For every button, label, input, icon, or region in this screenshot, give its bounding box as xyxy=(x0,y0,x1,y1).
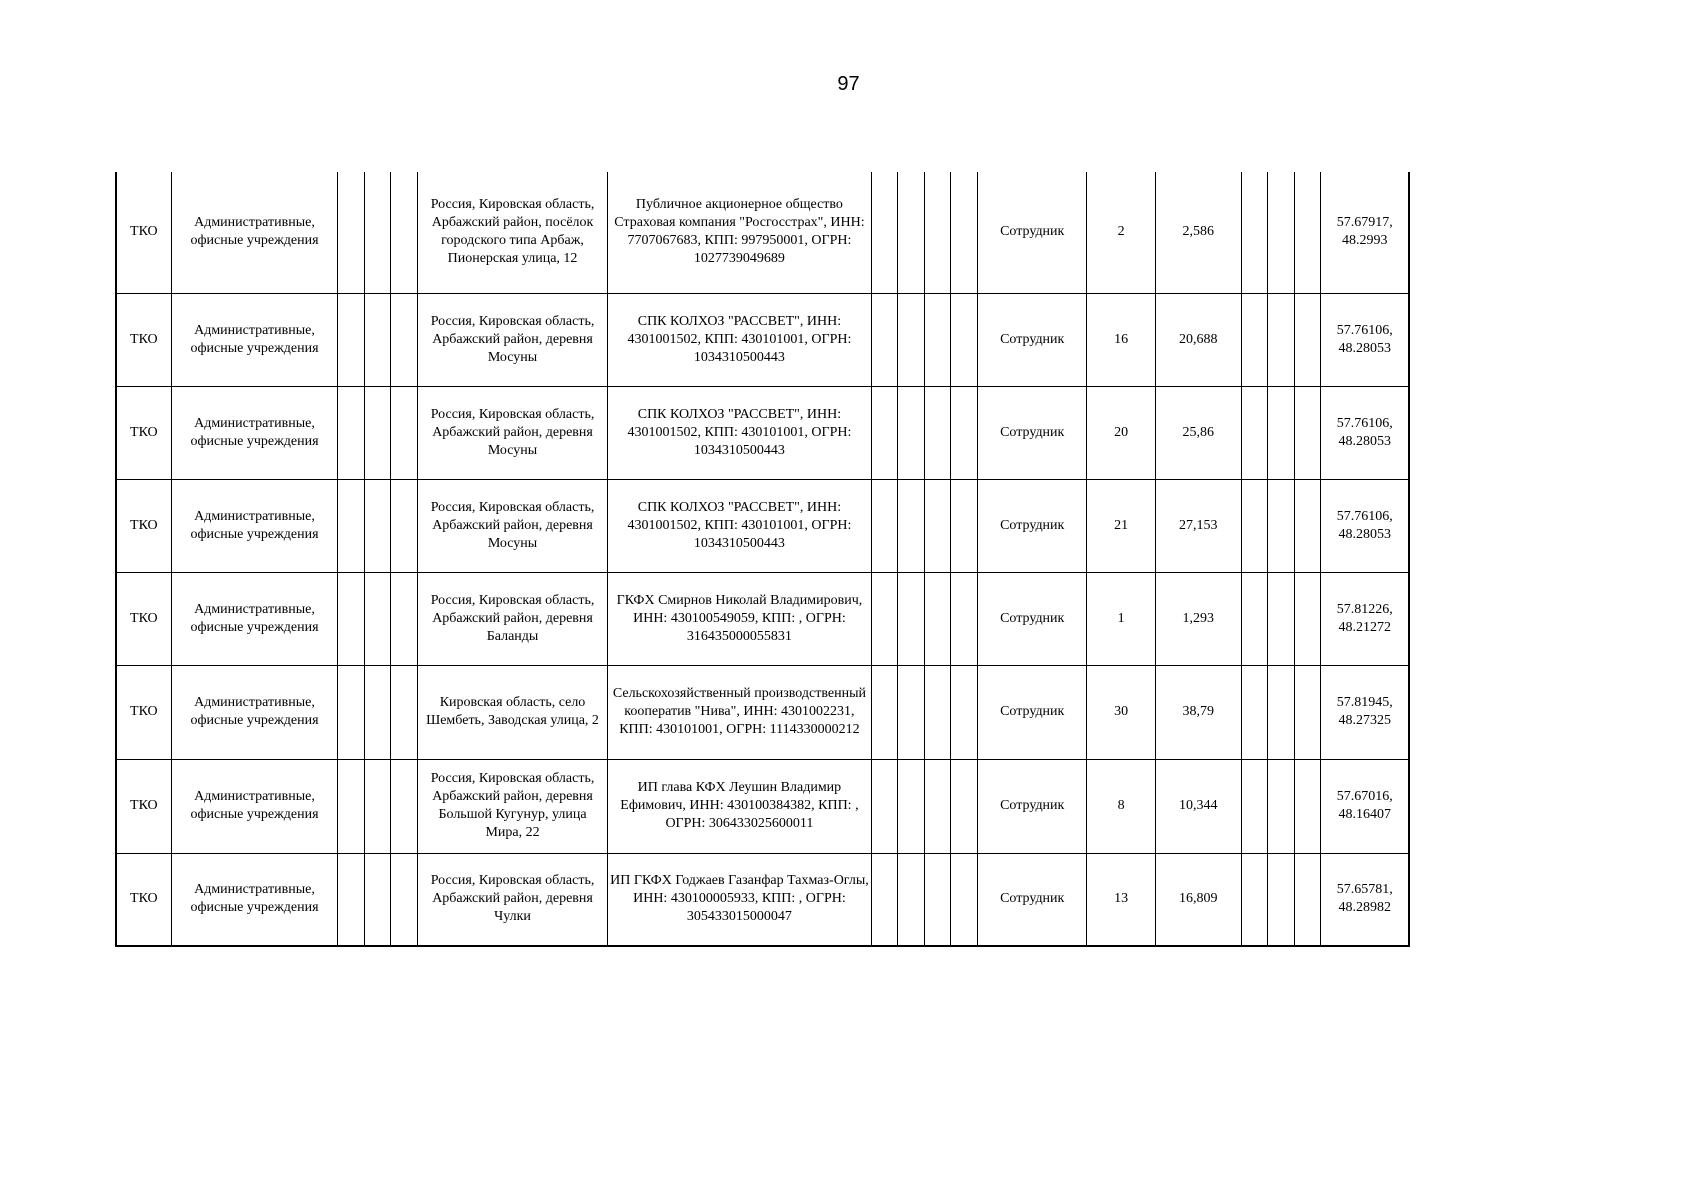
cell-empty xyxy=(391,479,418,572)
waste-registry-table xyxy=(115,172,1410,947)
cell-empty xyxy=(364,479,391,572)
cell-empty xyxy=(951,293,978,386)
cell-empty xyxy=(1241,293,1268,386)
cell-coordinates: 57.67917, 48.2993 xyxy=(1321,172,1409,293)
cell-waste-type: ТКО xyxy=(116,293,171,386)
cell-empty xyxy=(338,853,365,946)
cell-count: 30 xyxy=(1087,665,1155,759)
cell-empty xyxy=(951,665,978,759)
cell-empty xyxy=(338,386,365,479)
cell-empty xyxy=(898,853,925,946)
cell-category: Административные, офисные учреждения xyxy=(171,665,338,759)
cell-empty xyxy=(951,853,978,946)
cell-empty xyxy=(1268,853,1295,946)
cell-unit: Сотрудник xyxy=(978,572,1087,665)
cell-empty xyxy=(364,172,391,293)
cell-organization: Сельскохозяйственный производственный кооператив "Нива", ИНН: 4301002231, КПП: 430101001, ОГРН: 1114330000212 xyxy=(608,665,872,759)
cell-address: Россия, Кировская область, Арбажский район, деревня Большой Кугунур, улица Мира, 22 xyxy=(417,759,607,853)
cell-empty xyxy=(1268,386,1295,479)
cell-empty xyxy=(338,293,365,386)
cell-count: 2 xyxy=(1087,172,1155,293)
cell-coordinates: 57.81226, 48.21272 xyxy=(1321,572,1409,665)
cell-empty xyxy=(924,665,951,759)
cell-empty xyxy=(364,572,391,665)
cell-empty xyxy=(338,172,365,293)
cell-address: Россия, Кировская область, Арбажский район, деревня Мосуны xyxy=(417,479,607,572)
cell-empty xyxy=(951,572,978,665)
cell-empty xyxy=(871,293,898,386)
cell-volume: 2,586 xyxy=(1155,172,1241,293)
cell-empty xyxy=(1268,172,1295,293)
cell-empty xyxy=(951,386,978,479)
cell-organization: СПК КОЛХОЗ "РАССВЕТ", ИНН: 4301001502, КПП: 430101001, ОГРН: 1034310500443 xyxy=(608,479,872,572)
cell-empty xyxy=(391,386,418,479)
cell-empty xyxy=(1294,386,1321,479)
table-row xyxy=(116,759,1409,853)
cell-count: 21 xyxy=(1087,479,1155,572)
cell-category: Административные, офисные учреждения xyxy=(171,759,338,853)
cell-empty xyxy=(1294,172,1321,293)
cell-unit: Сотрудник xyxy=(978,386,1087,479)
cell-unit: Сотрудник xyxy=(978,665,1087,759)
cell-volume: 25,86 xyxy=(1155,386,1241,479)
cell-empty xyxy=(898,759,925,853)
cell-empty xyxy=(1268,293,1295,386)
cell-empty xyxy=(1268,665,1295,759)
cell-coordinates: 57.76106, 48.28053 xyxy=(1321,479,1409,572)
table-row xyxy=(116,853,1409,946)
table-row xyxy=(116,479,1409,572)
cell-empty xyxy=(898,386,925,479)
cell-empty xyxy=(924,172,951,293)
cell-organization: СПК КОЛХОЗ "РАССВЕТ", ИНН: 4301001502, КПП: 430101001, ОГРН: 1034310500443 xyxy=(608,293,872,386)
cell-empty xyxy=(871,386,898,479)
cell-empty xyxy=(391,665,418,759)
cell-address: Россия, Кировская область, Арбажский район, деревня Мосуны xyxy=(417,293,607,386)
cell-empty xyxy=(364,665,391,759)
cell-empty xyxy=(391,853,418,946)
cell-empty xyxy=(871,572,898,665)
cell-empty xyxy=(364,386,391,479)
cell-empty xyxy=(898,572,925,665)
cell-waste-type: ТКО xyxy=(116,386,171,479)
cell-address: Россия, Кировская область, Арбажский район, посёлок городского типа Арбаж, Пионерская улица, 12 xyxy=(417,172,607,293)
cell-waste-type: ТКО xyxy=(116,665,171,759)
cell-empty xyxy=(1241,386,1268,479)
cell-empty xyxy=(898,172,925,293)
cell-empty xyxy=(924,759,951,853)
cell-waste-type: ТКО xyxy=(116,759,171,853)
cell-empty xyxy=(1241,853,1268,946)
cell-waste-type: ТКО xyxy=(116,172,171,293)
cell-empty xyxy=(924,293,951,386)
cell-empty xyxy=(951,479,978,572)
cell-volume: 20,688 xyxy=(1155,293,1241,386)
cell-organization: ГКФХ Смирнов Николай Владимирович, ИНН: 430100549059, КПП: , ОГРН: 316435000055831 xyxy=(608,572,872,665)
cell-empty xyxy=(391,572,418,665)
cell-empty xyxy=(1294,479,1321,572)
cell-coordinates: 57.67016, 48.16407 xyxy=(1321,759,1409,853)
cell-empty xyxy=(951,759,978,853)
cell-volume: 27,153 xyxy=(1155,479,1241,572)
cell-empty xyxy=(1241,479,1268,572)
cell-empty xyxy=(391,293,418,386)
cell-category: Административные, офисные учреждения xyxy=(171,853,338,946)
cell-empty xyxy=(924,479,951,572)
cell-category: Административные, офисные учреждения xyxy=(171,293,338,386)
table-row xyxy=(116,172,1409,293)
cell-count: 1 xyxy=(1087,572,1155,665)
cell-count: 16 xyxy=(1087,293,1155,386)
cell-empty xyxy=(364,293,391,386)
cell-unit: Сотрудник xyxy=(978,759,1087,853)
cell-unit: Сотрудник xyxy=(978,479,1087,572)
cell-volume: 10,344 xyxy=(1155,759,1241,853)
cell-coordinates: 57.65781, 48.28982 xyxy=(1321,853,1409,946)
table-row xyxy=(116,386,1409,479)
cell-empty xyxy=(364,853,391,946)
cell-unit: Сотрудник xyxy=(978,853,1087,946)
cell-empty xyxy=(1268,572,1295,665)
cell-empty xyxy=(1294,759,1321,853)
table-row xyxy=(116,665,1409,759)
cell-empty xyxy=(391,759,418,853)
cell-empty xyxy=(338,665,365,759)
page-number: 97 xyxy=(837,73,860,95)
cell-empty xyxy=(924,572,951,665)
cell-organization: Публичное акционерное общество Страховая компания "Росгосстрах", ИНН: 7707067683, КПП: 997950001, ОГРН: 1027739049689 xyxy=(608,172,872,293)
cell-empty xyxy=(871,853,898,946)
cell-empty xyxy=(871,759,898,853)
cell-empty xyxy=(338,759,365,853)
cell-empty xyxy=(1268,759,1295,853)
cell-volume: 1,293 xyxy=(1155,572,1241,665)
cell-count: 20 xyxy=(1087,386,1155,479)
cell-volume: 38,79 xyxy=(1155,665,1241,759)
cell-empty xyxy=(924,853,951,946)
cell-empty xyxy=(898,665,925,759)
cell-address: Россия, Кировская область, Арбажский район, деревня Баланды xyxy=(417,572,607,665)
cell-address: Россия, Кировская область, Арбажский район, деревня Чулки xyxy=(417,853,607,946)
cell-empty xyxy=(338,572,365,665)
cell-address: Кировская область, село Шембеть, Заводская улица, 2 xyxy=(417,665,607,759)
cell-category: Административные, офисные учреждения xyxy=(171,172,338,293)
cell-empty xyxy=(898,293,925,386)
cell-organization: ИП ГКФХ Годжаев Газанфар Тахмаз-Оглы, ИНН: 430100005933, КПП: , ОГРН: 305433015000047 xyxy=(608,853,872,946)
cell-empty xyxy=(1294,293,1321,386)
cell-category: Административные, офисные учреждения xyxy=(171,386,338,479)
cell-waste-type: ТКО xyxy=(116,853,171,946)
cell-organization: ИП глава КФХ Леушин Владимир Ефимович, ИНН: 430100384382, КПП: , ОГРН: 306433025600011 xyxy=(608,759,872,853)
cell-empty xyxy=(1294,665,1321,759)
cell-count: 8 xyxy=(1087,759,1155,853)
cell-empty xyxy=(898,479,925,572)
cell-empty xyxy=(1268,479,1295,572)
cell-empty xyxy=(871,479,898,572)
cell-empty xyxy=(1294,853,1321,946)
cell-empty xyxy=(391,172,418,293)
cell-empty xyxy=(1241,172,1268,293)
cell-coordinates: 57.76106, 48.28053 xyxy=(1321,293,1409,386)
table-body xyxy=(116,172,1409,946)
cell-coordinates: 57.81945, 48.27325 xyxy=(1321,665,1409,759)
cell-empty xyxy=(364,759,391,853)
cell-address: Россия, Кировская область, Арбажский район, деревня Мосуны xyxy=(417,386,607,479)
cell-waste-type: ТКО xyxy=(116,572,171,665)
cell-category: Административные, офисные учреждения xyxy=(171,572,338,665)
cell-empty xyxy=(1241,665,1268,759)
cell-empty xyxy=(951,172,978,293)
cell-empty xyxy=(338,479,365,572)
cell-coordinates: 57.76106, 48.28053 xyxy=(1321,386,1409,479)
cell-empty xyxy=(1241,572,1268,665)
cell-empty xyxy=(1241,759,1268,853)
table-row xyxy=(116,293,1409,386)
cell-empty xyxy=(1294,572,1321,665)
cell-count: 13 xyxy=(1087,853,1155,946)
cell-category: Административные, офисные учреждения xyxy=(171,479,338,572)
cell-unit: Сотрудник xyxy=(978,293,1087,386)
cell-volume: 16,809 xyxy=(1155,853,1241,946)
cell-unit: Сотрудник xyxy=(978,172,1087,293)
cell-waste-type: ТКО xyxy=(116,479,171,572)
cell-organization: СПК КОЛХОЗ "РАССВЕТ", ИНН: 4301001502, КПП: 430101001, ОГРН: 1034310500443 xyxy=(608,386,872,479)
cell-empty xyxy=(871,172,898,293)
cell-empty xyxy=(871,665,898,759)
table-row xyxy=(116,572,1409,665)
cell-empty xyxy=(924,386,951,479)
